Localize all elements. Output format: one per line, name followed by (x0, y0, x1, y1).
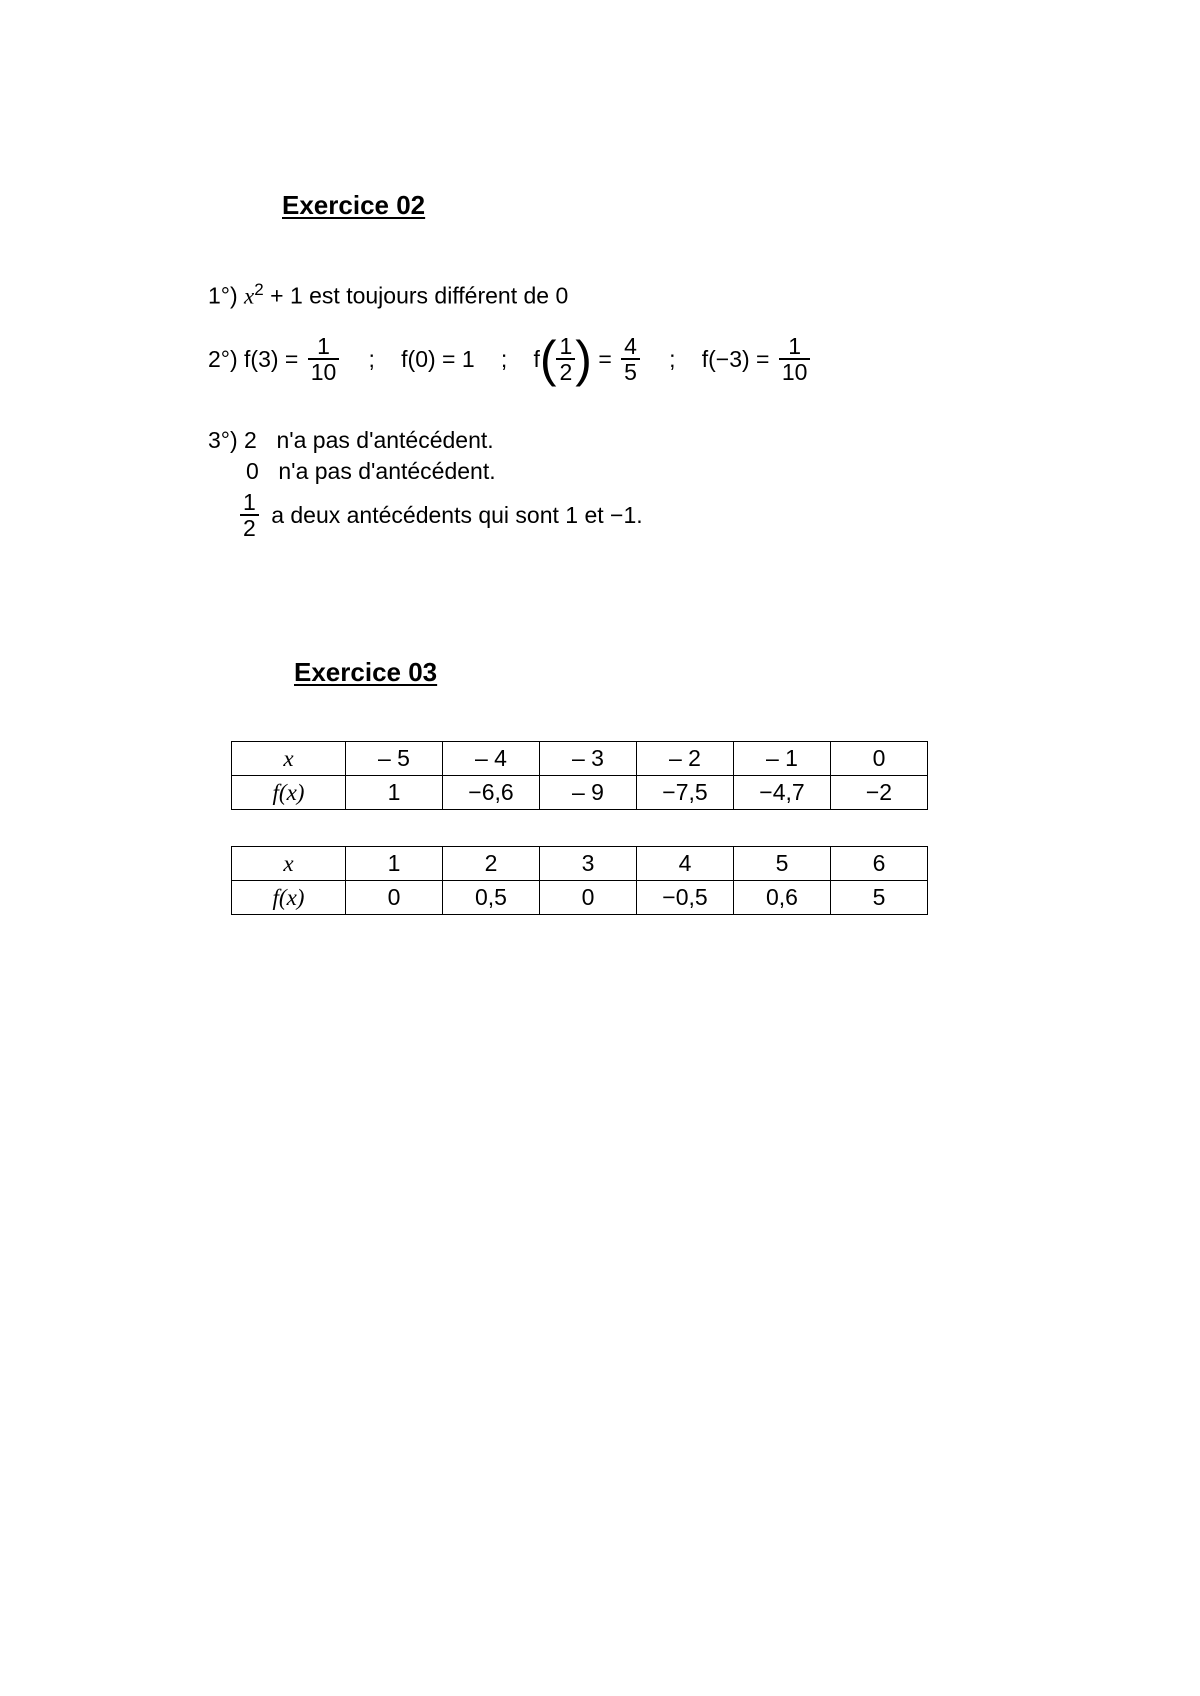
separator: ; (669, 346, 676, 372)
x-label: x (232, 847, 346, 881)
f3-lhs: f(3) = (244, 346, 299, 372)
table-cell: 1 (346, 847, 443, 881)
exercise-02-title: Exercice 02 (282, 190, 426, 220)
q3-value-2: 0 (246, 458, 259, 484)
question-3-line-1 (208, 426, 494, 454)
fhalf-input-numerator: 1 (559, 333, 573, 359)
fhalf-equals: = (598, 346, 612, 372)
exercise-03-title: Exercice 03 (294, 657, 438, 687)
fx-label: f(x) (232, 881, 346, 915)
fm3-numerator: 1 (788, 333, 802, 359)
table-cell: 2 (443, 847, 540, 881)
table-cell: 0 (540, 881, 637, 915)
f3-denominator: 10 (308, 358, 340, 384)
question-3-number: 3°) (208, 427, 238, 453)
q3-text-3: a deux antécédents qui sont 1 et −1. (271, 502, 643, 528)
table-row (232, 881, 928, 915)
table-cell: 4 (637, 847, 734, 881)
question-1-var: x (244, 283, 255, 309)
table-cell: 0,6 (734, 881, 831, 915)
q3-numerator: 1 (243, 489, 256, 515)
table-cell: – 2 (637, 742, 734, 776)
question-3-line-3 (240, 490, 643, 540)
left-paren: ( (539, 331, 557, 387)
table-cell: – 4 (443, 742, 540, 776)
values-table-1 (231, 741, 928, 810)
table-cell: 0 (346, 881, 443, 915)
fhalf-f: f (533, 346, 540, 372)
fm3-fraction (779, 334, 811, 384)
fhalf-denominator: 5 (621, 358, 640, 384)
table-row (232, 847, 928, 881)
fm3-lhs: f(−3) = (701, 346, 770, 372)
table-row (232, 742, 928, 776)
table-cell: −6,6 (443, 776, 540, 810)
question-1-text: + 1 est toujours différent de 0 (270, 282, 569, 309)
f0-value: f(0) = 1 (401, 346, 475, 372)
table-cell: 6 (831, 847, 928, 881)
f3-fraction (308, 334, 340, 384)
table-cell: −7,5 (637, 776, 734, 810)
question-2-number: 2°) (208, 346, 238, 372)
q3-text-2: n'a pas d'antécédent. (278, 458, 496, 484)
table-cell: – 5 (346, 742, 443, 776)
question-1 (208, 276, 568, 311)
table-cell: – 1 (734, 742, 831, 776)
values-table-2 (231, 846, 928, 915)
fm3-denominator: 10 (779, 358, 811, 384)
q3-fraction (240, 490, 259, 540)
fhalf-fraction (621, 334, 640, 384)
table-row (232, 776, 928, 810)
fhalf-numerator: 4 (624, 333, 637, 359)
table-cell: −4,7 (734, 776, 831, 810)
table-cell: −0,5 (637, 881, 734, 915)
separator: ; (500, 346, 508, 372)
table-cell: 0 (831, 742, 928, 776)
table-cell: 3 (540, 847, 637, 881)
table-cell: 5 (831, 881, 928, 915)
question-1-number: 1°) (208, 282, 238, 309)
table-cell: 1 (346, 776, 443, 810)
q3-denominator: 2 (240, 514, 259, 540)
x-label: x (232, 742, 346, 776)
question-2 (208, 331, 813, 387)
table-cell: – 3 (540, 742, 637, 776)
right-paren: ) (575, 331, 592, 387)
table-cell: −2 (831, 776, 928, 810)
fhalf-input-denominator: 2 (556, 358, 575, 384)
table-cell: 5 (734, 847, 831, 881)
q3-value-1: 2 (244, 427, 257, 453)
table-cell: – 9 (540, 776, 637, 810)
fhalf-input-fraction (556, 334, 575, 384)
question-3-line-2 (246, 457, 496, 485)
f3-numerator: 1 (317, 333, 330, 359)
question-1-exponent: 2 (254, 280, 264, 299)
q3-text-1: n'a pas d'antécédent. (276, 427, 494, 453)
separator: ; (368, 346, 375, 372)
fx-label: f(x) (232, 776, 346, 810)
table-cell: 0,5 (443, 881, 540, 915)
